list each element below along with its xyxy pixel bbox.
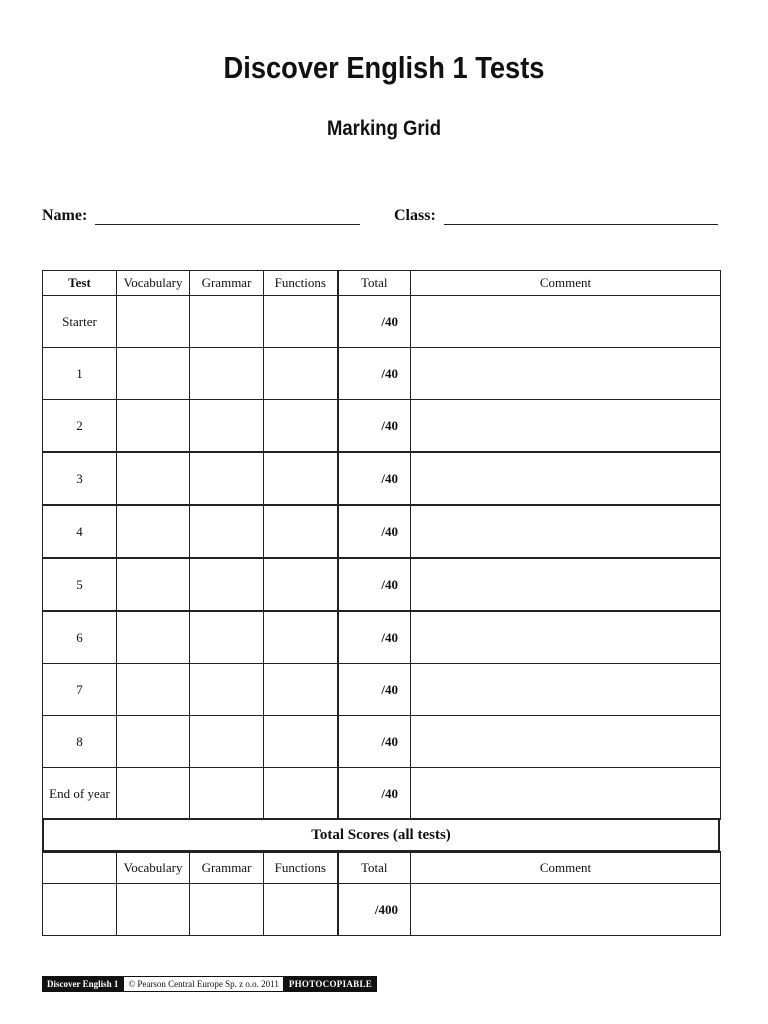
col-header-comment: Comment [411, 852, 721, 884]
test-label: Starter [43, 296, 117, 348]
marking-grid-table [42, 270, 721, 820]
name-line[interactable] [95, 210, 360, 225]
vocabulary-cell[interactable] [117, 716, 190, 768]
comment-cell[interactable] [411, 400, 721, 453]
footer-copyright: © Pearson Central Europe Sp. z o.o. 2011 [123, 976, 283, 992]
col-header-total: Total [338, 852, 411, 884]
col-header-functions: Functions [264, 852, 338, 884]
comment-cell[interactable] [411, 664, 721, 716]
total-scores-heading: Total Scores (all tests) [42, 818, 720, 852]
vocabulary-total-cell[interactable] [117, 884, 190, 936]
grammar-cell[interactable] [190, 400, 264, 453]
footer [42, 976, 377, 992]
vocabulary-cell[interactable] [117, 348, 190, 400]
table-row [43, 716, 721, 768]
functions-cell[interactable] [264, 664, 338, 716]
col-header-test: Test [43, 271, 117, 296]
grammar-cell[interactable] [190, 558, 264, 611]
page-subtitle: Marking Grid [327, 117, 441, 140]
functions-cell[interactable] [264, 348, 338, 400]
grammar-cell[interactable] [190, 664, 264, 716]
footer-photocopiable-tag: PHOTOCOPIABLE [284, 976, 377, 992]
grammar-cell[interactable] [190, 505, 264, 558]
functions-cell[interactable] [264, 296, 338, 348]
functions-cell[interactable] [264, 716, 338, 768]
test-label: 3 [43, 452, 117, 505]
grammar-cell[interactable] [190, 296, 264, 348]
total-cell[interactable]: /40 [338, 452, 411, 505]
class-field [394, 207, 718, 225]
grammar-cell[interactable] [190, 611, 264, 664]
total-cell[interactable]: /40 [338, 716, 411, 768]
test-label: 2 [43, 400, 117, 453]
vocabulary-cell[interactable] [117, 452, 190, 505]
comment-cell[interactable] [411, 558, 721, 611]
vocabulary-cell[interactable] [117, 558, 190, 611]
grammar-cell[interactable] [190, 348, 264, 400]
test-label: 8 [43, 716, 117, 768]
total-cell[interactable]: /40 [338, 400, 411, 453]
table-row [43, 296, 721, 348]
grammar-cell[interactable] [190, 768, 264, 820]
comment-cell[interactable] [411, 296, 721, 348]
col-header-comment: Comment [411, 271, 721, 296]
grammar-cell[interactable] [190, 452, 264, 505]
vocabulary-cell[interactable] [117, 768, 190, 820]
table-row [43, 768, 721, 820]
vocabulary-cell[interactable] [117, 296, 190, 348]
table-row [43, 400, 721, 453]
col-header-grammar: Grammar [190, 852, 264, 884]
table-row [43, 558, 721, 611]
test-label: 7 [43, 664, 117, 716]
functions-cell[interactable] [264, 505, 338, 558]
test-label: 5 [43, 558, 117, 611]
total-scores-table [42, 851, 721, 936]
student-fields [42, 207, 720, 229]
table-row [43, 452, 721, 505]
table-row [43, 664, 721, 716]
vocabulary-cell[interactable] [117, 664, 190, 716]
total-cell[interactable]: /40 [338, 768, 411, 820]
functions-cell[interactable] [264, 400, 338, 453]
total-cell[interactable]: /40 [338, 505, 411, 558]
page-title: Discover English 1 Tests [223, 50, 545, 85]
table-row [43, 611, 721, 664]
functions-cell[interactable] [264, 558, 338, 611]
total-cell[interactable]: /40 [338, 296, 411, 348]
table-row [43, 348, 721, 400]
col-header-blank [43, 852, 117, 884]
name-label: Name: [42, 207, 88, 224]
comment-cell[interactable] [411, 768, 721, 820]
grammar-total-cell[interactable] [190, 884, 264, 936]
vocabulary-cell[interactable] [117, 400, 190, 453]
totals-header-row [43, 852, 721, 884]
vocabulary-cell[interactable] [117, 505, 190, 558]
col-header-functions: Functions [264, 271, 338, 296]
col-header-vocabulary: Vocabulary [117, 271, 190, 296]
comment-cell[interactable] [411, 505, 721, 558]
test-label: 1 [43, 348, 117, 400]
footer-book-title: Discover English 1 [42, 976, 123, 992]
comment-cell[interactable] [411, 611, 721, 664]
grand-total-cell[interactable]: /400 [338, 884, 411, 936]
total-cell[interactable]: /40 [338, 558, 411, 611]
total-cell[interactable]: /40 [338, 348, 411, 400]
comment-cell[interactable] [411, 716, 721, 768]
comment-cell[interactable] [411, 348, 721, 400]
functions-cell[interactable] [264, 611, 338, 664]
total-cell[interactable]: /40 [338, 611, 411, 664]
class-label: Class: [394, 207, 436, 224]
functions-cell[interactable] [264, 768, 338, 820]
header-row [43, 271, 721, 296]
grammar-cell[interactable] [190, 716, 264, 768]
functions-cell[interactable] [264, 452, 338, 505]
col-header-total: Total [338, 271, 411, 296]
col-header-grammar: Grammar [190, 271, 264, 296]
functions-total-cell[interactable] [264, 884, 338, 936]
name-field [42, 207, 360, 225]
total-cell[interactable]: /40 [338, 664, 411, 716]
test-label: 4 [43, 505, 117, 558]
total-comment-cell[interactable] [411, 884, 721, 936]
totals-row [43, 884, 721, 936]
comment-cell[interactable] [411, 452, 721, 505]
vocabulary-cell[interactable] [117, 611, 190, 664]
table-row [43, 505, 721, 558]
test-label: End of year [43, 768, 117, 820]
class-line[interactable] [444, 210, 718, 225]
blank-cell [43, 884, 117, 936]
col-header-vocabulary: Vocabulary [117, 852, 190, 884]
test-label: 6 [43, 611, 117, 664]
